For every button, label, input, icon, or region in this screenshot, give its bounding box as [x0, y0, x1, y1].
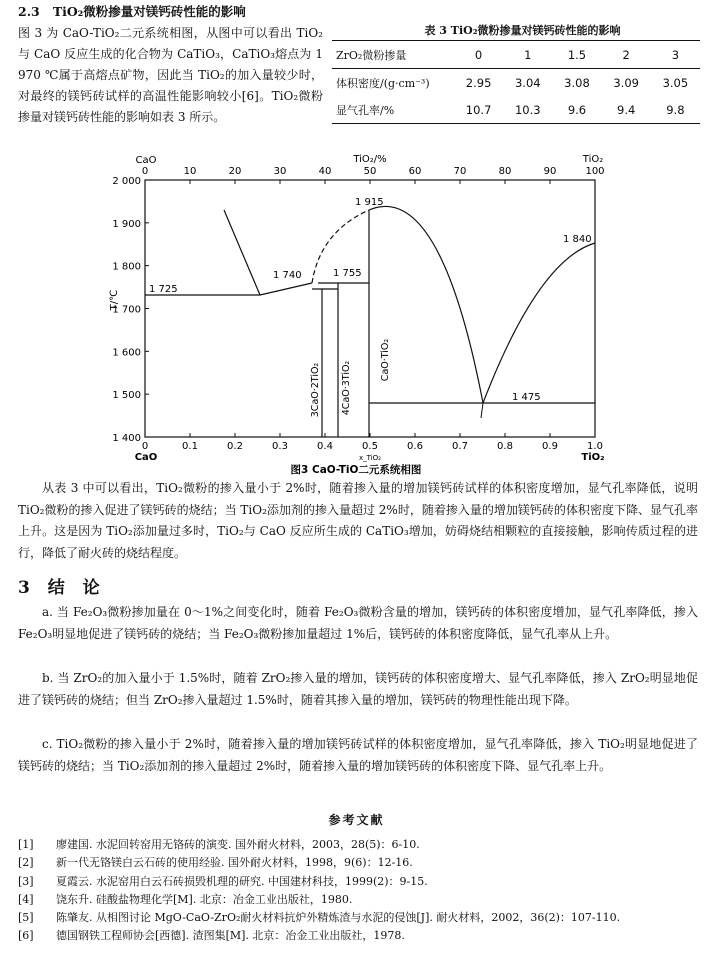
liquidus-cao-side: [224, 210, 260, 295]
table-cell: 3.08: [564, 75, 590, 90]
bottom-axis-tick-label: 0.6: [407, 441, 423, 452]
point-label-1755: 1 755: [333, 268, 362, 279]
table-cell: 3.09: [613, 75, 639, 90]
bottom-axis-tick-label: 0.8: [497, 441, 513, 452]
y-axis-tick-label: 2 000: [112, 176, 141, 187]
top-axis-tick-label: 50: [363, 166, 377, 177]
bottom-axis-tick-label: 0.9: [542, 441, 558, 452]
section-number: 2.3: [18, 4, 40, 19]
y-axis-title: T/℃: [109, 289, 120, 311]
table-header-cell: ZrO₂微粉掺量: [332, 41, 454, 69]
top-axis-tick-label: 60: [408, 166, 422, 177]
table-header-cell: 1.5: [552, 41, 601, 69]
table-header-cell: 3: [651, 41, 700, 69]
bottom-axis-tick-label: 0.4: [317, 441, 333, 452]
top-axis-right-label: TiO₂: [582, 154, 604, 165]
phase-label-ct: CaO·TiO₂: [380, 338, 391, 382]
table-cell: 2.95: [465, 75, 492, 90]
top-axis-tick-label: 100: [585, 166, 605, 177]
y-axis-tick-label: 1 500: [112, 390, 141, 402]
top-axis-tick-label: 30: [273, 166, 287, 177]
top-axis-tick-label: 70: [453, 166, 467, 177]
table-cell: 10.3: [503, 96, 552, 124]
top-axis-title: TiO₂/%: [353, 154, 387, 165]
reference-item: [5] 陈肇友. 从相图讨论 MgO-CaO-ZrO₂耐火材料抗炉外精炼渣与水泥的侵蚀[J]. 耐火材料，2002，36(2)：107-110.: [18, 911, 621, 925]
y-axis-tick-label: 1 400: [112, 433, 141, 444]
reference-item: [2] 新一代无铬镁白云石砖的使用经验. 国外耐火材料，1998，9(6)：12-16.: [18, 856, 413, 870]
reference-list: [18, 836, 708, 946]
bottom-axis-tick-label: 0.5: [362, 441, 378, 452]
table-cell: 9.8: [651, 96, 700, 124]
reference-item: [6] 德国钢铁工程师协会[西德]. 渣图集[M]. 北京：冶金工业出版社，1978.: [18, 929, 405, 943]
bottom-axis-tick-label: 0: [141, 441, 149, 452]
liquidus-tio2-side: [483, 243, 595, 403]
table-header-cell: 0: [454, 41, 503, 69]
reference-item: [3] 夏霞云. 水泥窑用白云石砖损毁机理的研究. 中国建材科技，1999(2)：9-15.: [18, 874, 428, 888]
table-header-cell: 1: [503, 41, 552, 69]
bottom-axis-tick-label: 0.3: [272, 441, 288, 452]
table-header-cell: 2: [602, 41, 651, 69]
intro-paragraph: 图 3 为 CaO-TiO₂二元系统相图，从图中可以看出 TiO₂与 CaO 反应生成的化合物为 CaTiO₃，CaTiO₃熔点为 1 970 ℃属于高熔点矿物，因此当 TiO₂的加入量较少时，对最终的镁钙砖试样的高温性能影响较小[6]。TiO₂微粉掺量对镁钙砖性能的影响如表 3 所示。: [18, 26, 323, 124]
point-label-1725: 1 725: [149, 284, 178, 295]
conclusion-heading: 3 结 论: [18, 578, 106, 598]
point-label-1475: 1 475: [512, 392, 541, 403]
figure-caption: 图3 CaO-TiO二元系统相图: [290, 464, 422, 476]
phase-label-3c2t: 3CaO·2TiO₂: [310, 362, 321, 418]
liquidus-segment-1740: [260, 283, 312, 295]
top-axis-tick-label: 80: [498, 166, 512, 177]
bottom-axis-left-label: CaO: [134, 452, 158, 463]
y-axis-tick-label: 1 600: [112, 347, 141, 359]
conclusion-item-b: b. 当 ZrO₂的加入量小于 1.5%时，随着 ZrO₂掺入量的增加，镁钙砖的体积密度增大、显气孔率降低，掺入 ZrO₂明显地促进了镁钙砖的烧结；但当 ZrO₂掺入量超过 1.5%时，随着其掺入量的增加，镁钙砖的物理性能出现下降。: [18, 671, 698, 707]
bottom-axis-tick-label: 1.0: [587, 441, 603, 452]
eutectic-tick: [481, 403, 483, 418]
table-cell: 9.4: [602, 96, 651, 124]
table-cell: 显气孔率/%: [332, 96, 454, 124]
bottom-axis-tick-label: 0.2: [227, 441, 243, 452]
reference-item: [1] 廖建国. 水泥回转窑用无铬砖的演变. 国外耐火材料，2003，28(5)：6-10.: [18, 838, 420, 851]
phase-label-4c3t: 4CaO·3TiO₂: [341, 360, 352, 416]
section-title: TiO₂微粉掺量对镁钙砖性能的影响: [52, 4, 246, 19]
top-axis-tick-label: 40: [318, 166, 332, 177]
table-cell: 9.6: [552, 96, 601, 124]
references-title: 参考文献: [328, 813, 385, 827]
bottom-axis-tick-label: 0.1: [182, 441, 198, 452]
y-axis-tick-label: 1 900: [112, 218, 141, 230]
table-cell: 3.05: [662, 75, 689, 90]
top-axis-left-label: CaO: [135, 155, 157, 166]
bottom-axis-right-label: TiO₂: [581, 452, 605, 463]
top-axis-tick-label: 90: [543, 166, 557, 177]
top-axis-tick-label: 10: [183, 166, 197, 177]
table-cell: 10.7: [454, 96, 503, 124]
top-axis-tick-label: 0: [141, 166, 149, 177]
discussion-paragraph: 从表 3 中可以看出，TiO₂微粉的掺入量小于 2%时，随着掺入量的增加镁钙砖试样的体积密度增加，显气孔率降低，说明 TiO₂微粉的掺入促进了镁钙砖的烧结；当 TiO₂添加剂的掺入量超过 2%时，随着掺入量的增加镁钙砖的体积密度下降、显气孔率上升。这是因为 TiO₂添加量过多时，TiO₂与 CaO 反应所生成的 CaTiO₃增加，妨碍烧结相颗粒的直接接触，影响传质过程的进行，降低了耐火砖的烧结程度。: [18, 481, 698, 560]
bottom-axis-title: x_TiO₂: [359, 454, 381, 462]
table-cell: 3.04: [514, 75, 541, 90]
conclusion-item-a: a. 当 Fe₂O₃微粉掺加量在 0～1%之间变化时，随着 Fe₂O₃微粉含量的增加，镁钙砖的体积密度增加，显气孔率降低，掺入 Fe₂O₃明显地促进了镁钙砖的烧结；当 Fe₂O₃微粉掺加量超过 1%后，镁钙砖的体积密度降低，显气孔率从上升。: [18, 605, 698, 641]
table-caption: 表 3 TiO₂微粉掺量对镁钙砖性能的影响: [424, 24, 621, 37]
y-axis-tick-label: 1 800: [112, 261, 141, 273]
point-label-1915: 1 915: [355, 197, 384, 208]
conclusion-item-c: c. TiO₂微粉的掺入量小于 2%时，随着掺入量的增加镁钙砖试样的体积密度增加，显气孔率降低，掺入 TiO₂明显地促进了镁钙砖的烧结；当 TiO₂添加剂的掺入量超过 2%时，随着掺入量的增加镁钙砖的体积密度下降、显气孔率上升。: [18, 737, 698, 773]
reference-item: [4] 饶东升. 硅酸盐物理化学[M]. 北京：冶金工业出版社，1980.: [18, 892, 353, 906]
table-cell: 体积密度/(g·cm⁻³): [336, 76, 430, 90]
bottom-axis-tick-label: 0.7: [452, 441, 468, 452]
y-axis-tick-label: 1 700: [112, 304, 141, 316]
top-axis-tick-label: 20: [228, 166, 242, 177]
point-label-1740: 1 740: [273, 270, 302, 281]
point-label-1840: 1 840: [563, 234, 592, 245]
